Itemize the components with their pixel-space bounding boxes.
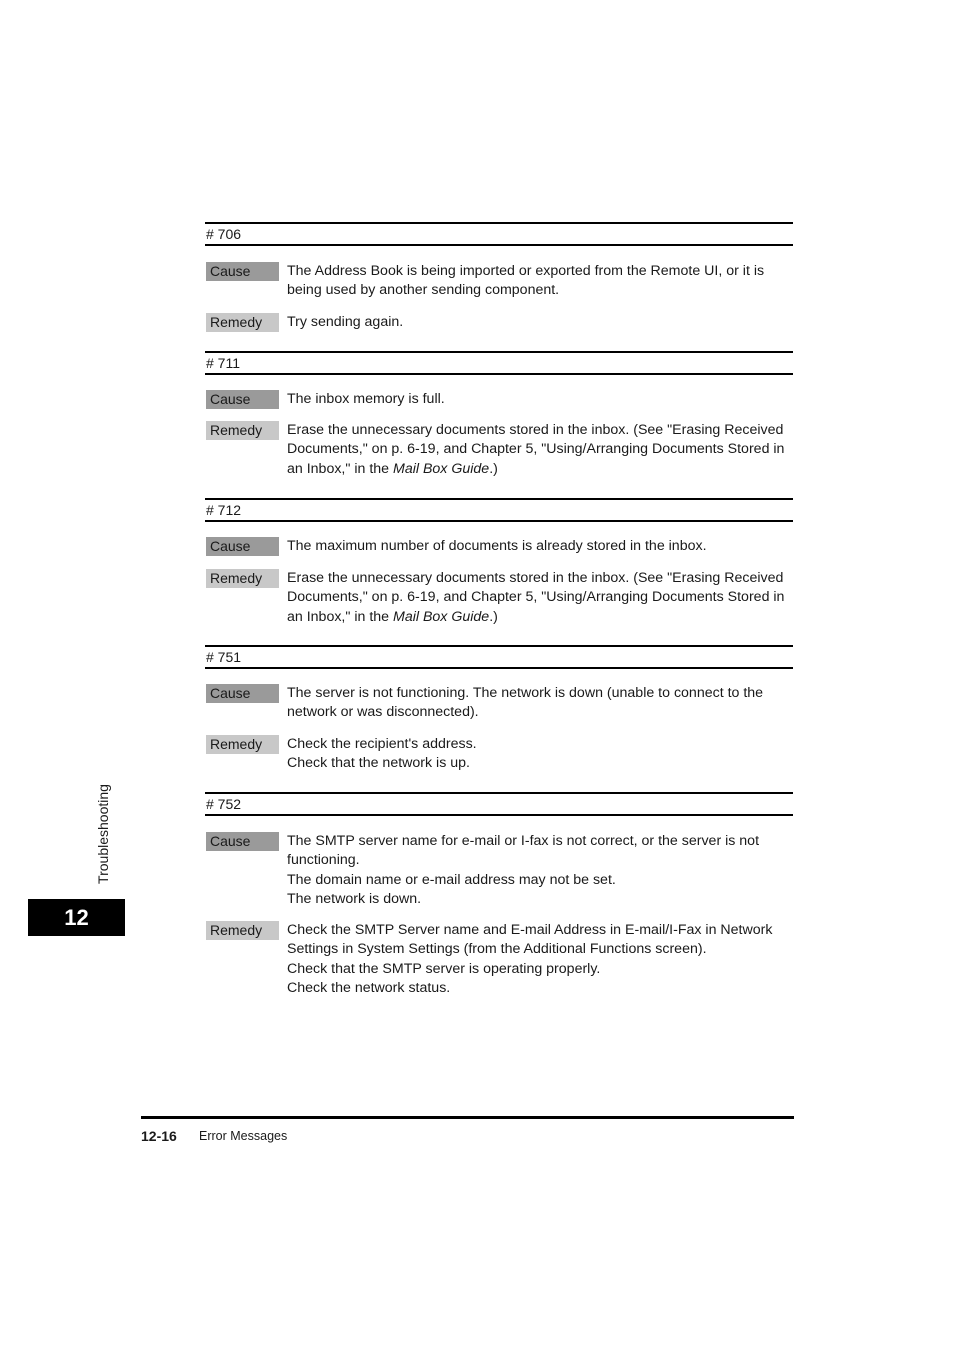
cause-line: The inbox memory is full. xyxy=(287,391,445,407)
remedy-text-pre: Erase the unnecessary documents stored in the inbox. (See "Erasing Received Documents," on p. 6-19, and Chapter 5, "Using/Arranging Documents Stored in an Inbox," in the xyxy=(287,570,785,625)
cause-line: The Address Book is being imported or exported from the Remote UI, or it is being used by another sending component. xyxy=(287,263,765,299)
cause-line: The domain name or e-mail address may not be set. xyxy=(287,871,616,888)
remedy-label: Remedy xyxy=(206,421,279,440)
remedy-text-post: .) xyxy=(489,608,498,625)
remedy-text-pre: Erase the unnecessary documents stored in the inbox. (See "Erasing Received Documents," on p. 6-19, and Chapter 5, "Using/Arranging Documents Stored in an Inbox," in the xyxy=(287,422,785,477)
error-code: # 711 xyxy=(205,351,793,375)
error-code: # 752 xyxy=(205,792,793,816)
error-code: # 751 xyxy=(205,645,793,669)
cause-label: Cause xyxy=(206,262,279,281)
remedy-text xyxy=(287,313,793,332)
remedy-line: Try sending again. xyxy=(287,314,404,330)
cause-text xyxy=(287,390,793,409)
remedy-text xyxy=(287,569,793,627)
remedy-line: Check the SMTP Server name and E-mail Address in E-mail/I-Fax in Network Settings in System Settings (from the Additional Functions screen). xyxy=(287,922,773,958)
cause-line: The SMTP server name for e-mail or I-fax is not correct, or the server is not functioning. xyxy=(287,833,760,869)
error-entry-712 xyxy=(205,498,793,625)
cause-label: Cause xyxy=(206,684,279,703)
error-entry-752 xyxy=(205,792,793,996)
footer-rule xyxy=(141,1116,794,1119)
cause-text xyxy=(287,832,793,909)
remedy-line: Check the recipient's address. xyxy=(287,736,477,752)
guide-title: Mail Box Guide xyxy=(393,460,490,477)
cause-text xyxy=(287,537,793,556)
cause-label: Cause xyxy=(206,832,279,851)
remedy-line xyxy=(287,569,793,627)
remedy-text xyxy=(287,921,793,998)
footer-title: Error Messages xyxy=(199,1129,288,1143)
error-entry-711 xyxy=(205,351,793,477)
remedy-line xyxy=(287,421,793,479)
cause-line: The server is not functioning. The network is down (unable to connect to the network or was disconnected). xyxy=(287,685,764,721)
cause-line: The maximum number of documents is already stored in the inbox. xyxy=(287,538,707,554)
remedy-label: Remedy xyxy=(206,735,279,754)
cause-label: Cause xyxy=(206,537,279,556)
remedy-label: Remedy xyxy=(206,313,279,332)
remedy-line: Check that the SMTP server is operating properly. xyxy=(287,960,601,977)
remedy-label: Remedy xyxy=(206,921,279,940)
remedy-label: Remedy xyxy=(206,569,279,588)
remedy-text xyxy=(287,421,793,479)
cause-text xyxy=(287,262,793,301)
cause-line: The network is down. xyxy=(287,890,422,907)
chapter-tab: 12 xyxy=(28,899,125,936)
error-entry-706 xyxy=(205,222,793,330)
remedy-line: Check that the network is up. xyxy=(287,755,470,772)
remedy-text xyxy=(287,735,793,774)
remedy-text-post: .) xyxy=(489,460,498,477)
cause-text xyxy=(287,684,793,723)
error-code: # 712 xyxy=(205,498,793,522)
page-number: 12-16 xyxy=(141,1128,177,1144)
guide-title: Mail Box Guide xyxy=(393,608,490,625)
error-entry-751 xyxy=(205,645,793,772)
error-code: # 706 xyxy=(205,222,793,246)
cause-label: Cause xyxy=(206,390,279,409)
remedy-line: Check the network status. xyxy=(287,979,451,996)
section-label: Troubleshooting xyxy=(95,784,111,884)
